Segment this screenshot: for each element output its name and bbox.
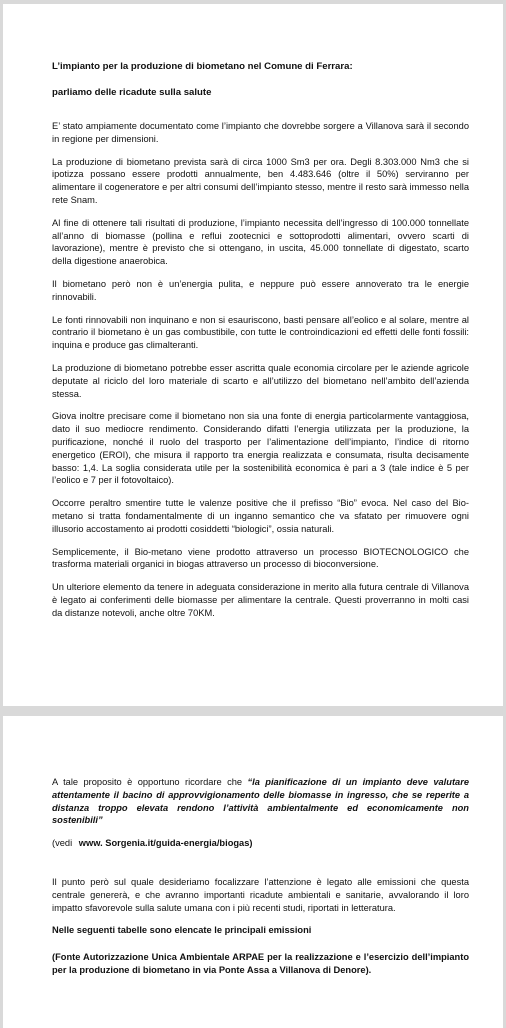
quote-paragraph xyxy=(52,776,469,827)
quote-intro: A tale proposito è opportuno ricordare che xyxy=(52,777,248,787)
paragraph: Giova inoltre precisare come il biometano non sia una fonte di energia particolarmente vantaggiosa, dato il suo mediocre rendimento. Considerando difatti l’energia utilizzata per la produzione, la purificazione, nonché il ruolo del trasporto per l’alimentazione dell’impianto, l’indice di ritorno energetico (EROI), che misura il rapporto tra energia realizzata e consumata, risulta decisamente basso: 1,4. La soglia considerata utile per la sostenibilità economica è pari a 3 (tale indice è 5 per l’eolico e 7 per il fotovoltaico). xyxy=(52,411,469,486)
paragraph: La produzione di biometano potrebbe esser ascritta quale economia circolare per le aziende agricole deputate al riciclo del loro materiale di scarto e all’utilizzo del biometano nell’ambito dell’azienda stessa. xyxy=(52,362,469,399)
quote-text: “la pianificazione di un impianto deve valutare attentamente il bacino di approvvigionamento delle biomasse in ingresso, che se reperite a distanza troppo elevata rendono l’attività ambientalmente ed economicamente non sostenibili” xyxy=(52,777,469,826)
paragraph: La produzione di biometano prevista sarà di circa 1000 Sm3 per ora. Degli 8.303.000 Nm3 che si ipotizza possano essere prodotti annualmente, ben 4.483.646 (oltre il 50%) serviranno per alimentare il cogeneratore e per altri consumi dell’impianto stesso, mentre il resto sarà immesso nella rete Snam. xyxy=(52,156,469,205)
emissions-paragraph: Il punto però sul quale desideriamo focalizzare l’attenzione è legato alle emissioni che questa centrale genererà, e che avranno importanti ricadute ambientali e sanitarie, avvalorando il loro impatto sfavorevole sulla salute umana con i più recenti studi, riportati in letteratura. xyxy=(52,876,469,913)
tables-intro: Nelle seguenti tabelle sono elencate le principali emissioni xyxy=(52,925,312,936)
paragraph: Occorre peraltro smentire tutte le valenze positive che il prefisso “Bio” evoca. Nel caso del Bio-metano si tratta fondamentalmente di un inganno semantico che va sfatato per rimuovere ogni illusorio accostamento ai prodotti cosiddetti “biologici”, ossia naturali. xyxy=(52,498,469,534)
reference-line xyxy=(52,837,469,850)
paragraph: Il biometano però non è un’energia pulita, e neppure può essere annoverato tra le energie rinnovabili. xyxy=(52,278,469,302)
document-page-2 xyxy=(3,716,503,1028)
page-1-content xyxy=(52,60,469,620)
paragraph: Semplicemente, il Bio-metano viene prodotto attraverso un processo BIOTECNOLOGICO che trasforma materiali organici in biogas attraverso un processo di bioconversione. xyxy=(52,546,469,570)
document-page-1 xyxy=(3,4,503,706)
document-subtitle: parliamo delle ricadute sulla salute xyxy=(52,87,212,98)
paragraph: E’ stato ampiamente documentato come l’impianto che dovrebbe sorgere a Villanova sarà il secondo in regione per dimensioni. xyxy=(52,121,469,144)
paragraph: Al fine di ottenere tali risultati di produzione, l’impianto necessita dell’ingresso di 100.000 tonnellate all’anno di biomasse (pollina e reflui zootecnici e sottoprodotti alimentari, ovvero scarti di lavorazione), mentre è previsto che si ottengano, in uscita, 45.000 tonnellate di digestato, scarto della digestione anaerobica. xyxy=(52,217,469,267)
paragraph: Un ulteriore elemento da tenere in adeguata considerazione in merito alla futura centrale di Villanova è legato ai conferimenti delle biomasse per alimentare la centrale. Questi proverranno in molti casi da distanze notevoli, anche oltre 70KM. xyxy=(52,582,469,618)
page-2-content xyxy=(52,776,469,977)
document-title: L’impianto per la produzione di biometano nel Comune di Ferrara: xyxy=(52,61,353,72)
source-note: (Fonte Autorizzazione Unica Ambientale ARPAE per la realizzazione e l’esercizio dell’impianto per la produzione di biometano in via Ponte Assa a Villanova di Denore). xyxy=(52,952,469,975)
reference-link: www. Sorgenia.it/guida-energia/biogas) xyxy=(78,838,253,849)
paragraph: Le fonti rinnovabili non inquinano e non si esauriscono, basti pensare all’eolico e al solare, mentre al contrario il biometano è un gas combustibile, con tutte le controindicazioni ed effetti delle fonti fossili: inquina e produce gas climalteranti. xyxy=(52,314,469,351)
reference-prefix: (vedi xyxy=(52,838,73,849)
